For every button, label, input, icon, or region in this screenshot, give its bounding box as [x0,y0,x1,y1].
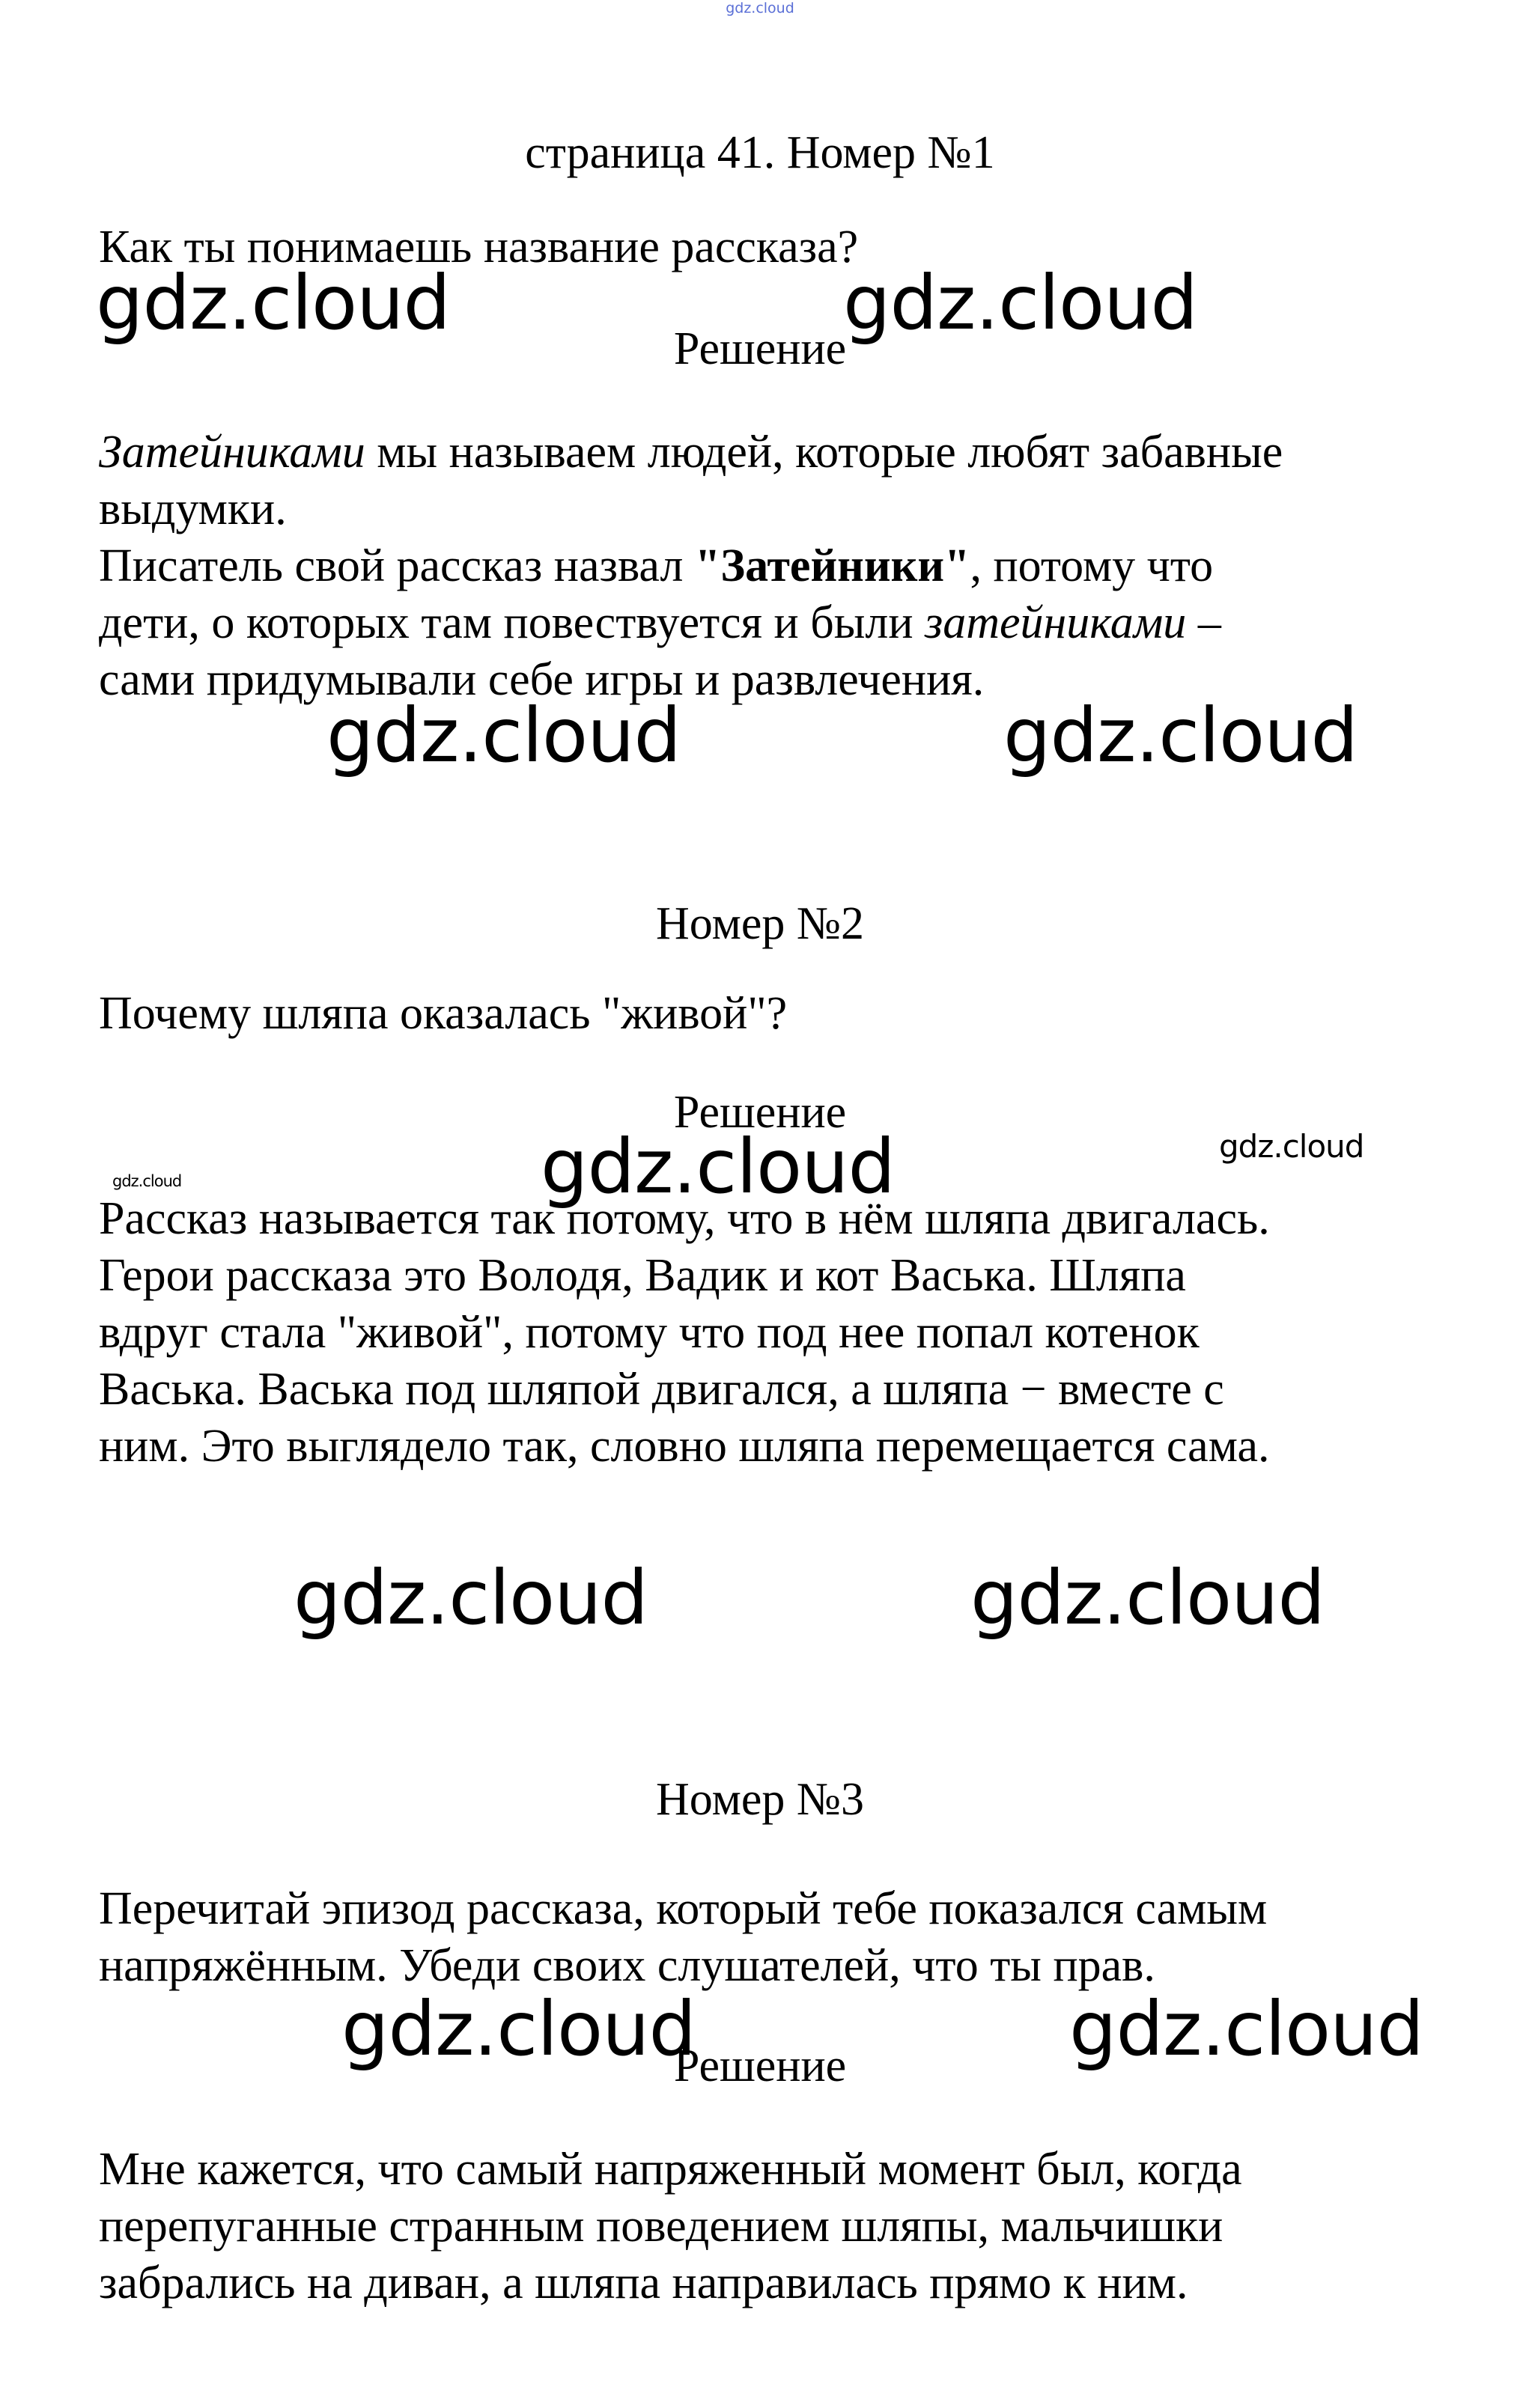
watermark-logo: gdz.cloud [326,692,681,779]
question-1: Как ты понимаешь название рассказа? [99,222,859,272]
answer-3-line-1: Мне кажется, что самый напряженный момент был, когда [99,2144,1242,2195]
answer-2-line-5: ним. Это выглядело так, словно шляпа перемещается сама. [99,1421,1270,1472]
answer-2-line-4: Васька. Васька под шляпой двигался, а шляпа − вместе с [99,1364,1224,1415]
watermark-logo-small: gdz.cloud [1219,1128,1364,1165]
watermark-logo: gdz.cloud [970,1554,1325,1642]
watermark-logo: gdz.cloud [294,1554,648,1642]
answer-1 [99,424,1283,708]
watermark-logo: gdz.cloud [341,1985,696,2073]
watermark-logo: gdz.cloud [843,259,1198,347]
solution-label-2: Решение [673,1087,847,1138]
watermark-logo: gdz.cloud [1003,692,1358,779]
watermark-logo: gdz.cloud [1069,1985,1424,2073]
answer-2-line-2: Герои рассказа это Володя, Вадик и кот Васька. Шляпа [99,1250,1186,1301]
question-3-line-1: Перечитай эпизод рассказа, который тебе показался самым [99,1883,1268,1934]
watermark-logo-tiny: gdz.cloud [112,1172,182,1190]
answer-2-line-3: вдруг стала "живой", потому что под нее попал котенок [99,1307,1200,1358]
question-3 [99,1880,1267,1994]
answer-1-line-2: выдумки. [99,484,287,534]
answer-1-line-5: сами придумывали себе игры и развлечения. [99,654,985,705]
page-header: страница 41. Номер №1 [525,127,995,178]
answer-2 [99,1190,1270,1475]
answer-2-line-1: Рассказ называется так потому, что в нём шляпа двигалась. [99,1193,1270,1244]
solution-label-1: Решение [673,323,847,374]
question-3-line-2: напряжённым. Убеди своих слушателей, что ты прав. [99,1940,1155,1991]
solution-label-3: Решение [673,2040,847,2091]
top-watermark: gdz.cloud [726,0,794,16]
answer-3-line-2: перепуганные странным поведением шляпы, мальчишки [99,2201,1223,2252]
answer-3 [99,2141,1242,2311]
watermark-logo: gdz.cloud [96,259,451,347]
answer-1-line-4: дети, о которых там повествуется и были затейниками – [99,597,1221,648]
answer-1-line-3: Писатель свой рассказ назвал "Затейники", потому что [99,540,1214,591]
answer-1-line-1: Затейниками мы называем людей, которые любят забавные [99,427,1283,478]
answer-3-line-3: забрались на диван, а шляпа направилась прямо к ним. [99,2258,1188,2308]
question-2: Почему шляпа оказалась "живой"? [99,988,788,1039]
watermark-logo: gdz.cloud [541,1123,896,1210]
number-3-title: Номер №3 [655,1774,864,1825]
number-2-title: Номер №2 [655,898,864,949]
